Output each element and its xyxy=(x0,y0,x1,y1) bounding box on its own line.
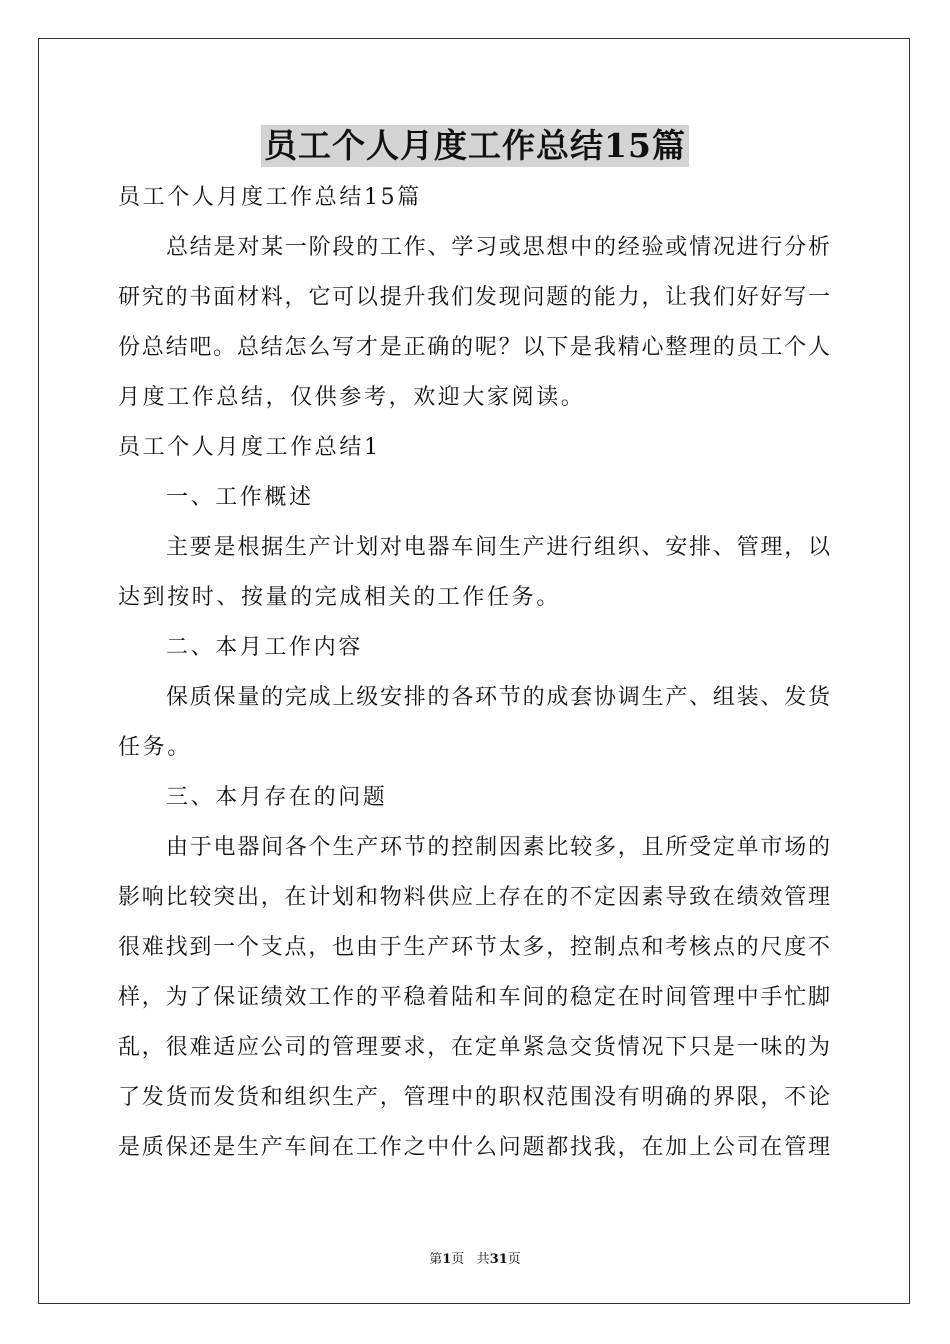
page-suffix: 页 xyxy=(451,1252,465,1267)
body-line: 是质保还是生产车间在工作之中什么问题都找我，在加上公司在管理 xyxy=(118,1135,830,1160)
subtitle-line: 员工个人月度工作总结15篇 xyxy=(118,185,422,210)
body-line: 总结是对某一阶段的工作、学习或思想中的经验或情况进行分析 xyxy=(166,235,830,260)
body-line: 由于电器间各个生产环节的控制因素比较多，且所受定单市场的 xyxy=(166,835,830,860)
body-line: 影响比较突出，在计划和物料供应上存在的不定因素导致在绩效管理 xyxy=(118,885,830,910)
subsection-heading: 三、本月存在的问题 xyxy=(166,785,388,810)
body-line: 达到按时、按量的完成相关的工作任务。 xyxy=(118,585,561,610)
subsection-heading: 一、工作概述 xyxy=(166,485,314,510)
body-line: 月度工作总结，仅供参考，欢迎大家阅读。 xyxy=(118,385,586,410)
total-suffix: 页 xyxy=(507,1252,521,1267)
body-line: 研究的书面材料，它可以提升我们发现问题的能力，让我们好好写一 xyxy=(118,285,830,310)
body-line: 乱，很难适应公司的管理要求，在定单紧急交货情况下只是一味的为 xyxy=(118,1035,830,1060)
page-prefix: 第 xyxy=(429,1252,443,1267)
body-line: 任务。 xyxy=(118,735,192,760)
subsection-heading: 二、本月工作内容 xyxy=(166,635,363,660)
page-number: 1 xyxy=(442,1252,452,1267)
document-title: 员工个人月度工作总结15篇 xyxy=(261,125,689,167)
total-prefix: 共 xyxy=(476,1252,490,1267)
page-footer xyxy=(0,1248,950,1267)
body-line: 保质保量的完成上级安排的各环节的成套协调生产、组装、发货 xyxy=(166,685,830,710)
section-heading: 员工个人月度工作总结1 xyxy=(118,435,381,460)
body-line: 很难找到一个支点，也由于生产环节太多，控制点和考核点的尺度不 xyxy=(118,935,830,960)
total-pages: 31 xyxy=(489,1252,508,1267)
body-line: 份总结吧。总结怎么写才是正确的呢？以下是我精心整理的员工个人 xyxy=(118,335,830,360)
body-line: 样，为了保证绩效工作的平稳着陆和车间的稳定在时间管理中手忙脚 xyxy=(118,985,830,1010)
body-line: 主要是根据生产计划对电器车间生产进行组织、安排、管理，以 xyxy=(166,535,830,560)
page-border xyxy=(38,38,910,1304)
body-line: 了发货而发货和组织生产，管理中的职权范围没有明确的界限，不论 xyxy=(118,1085,830,1110)
